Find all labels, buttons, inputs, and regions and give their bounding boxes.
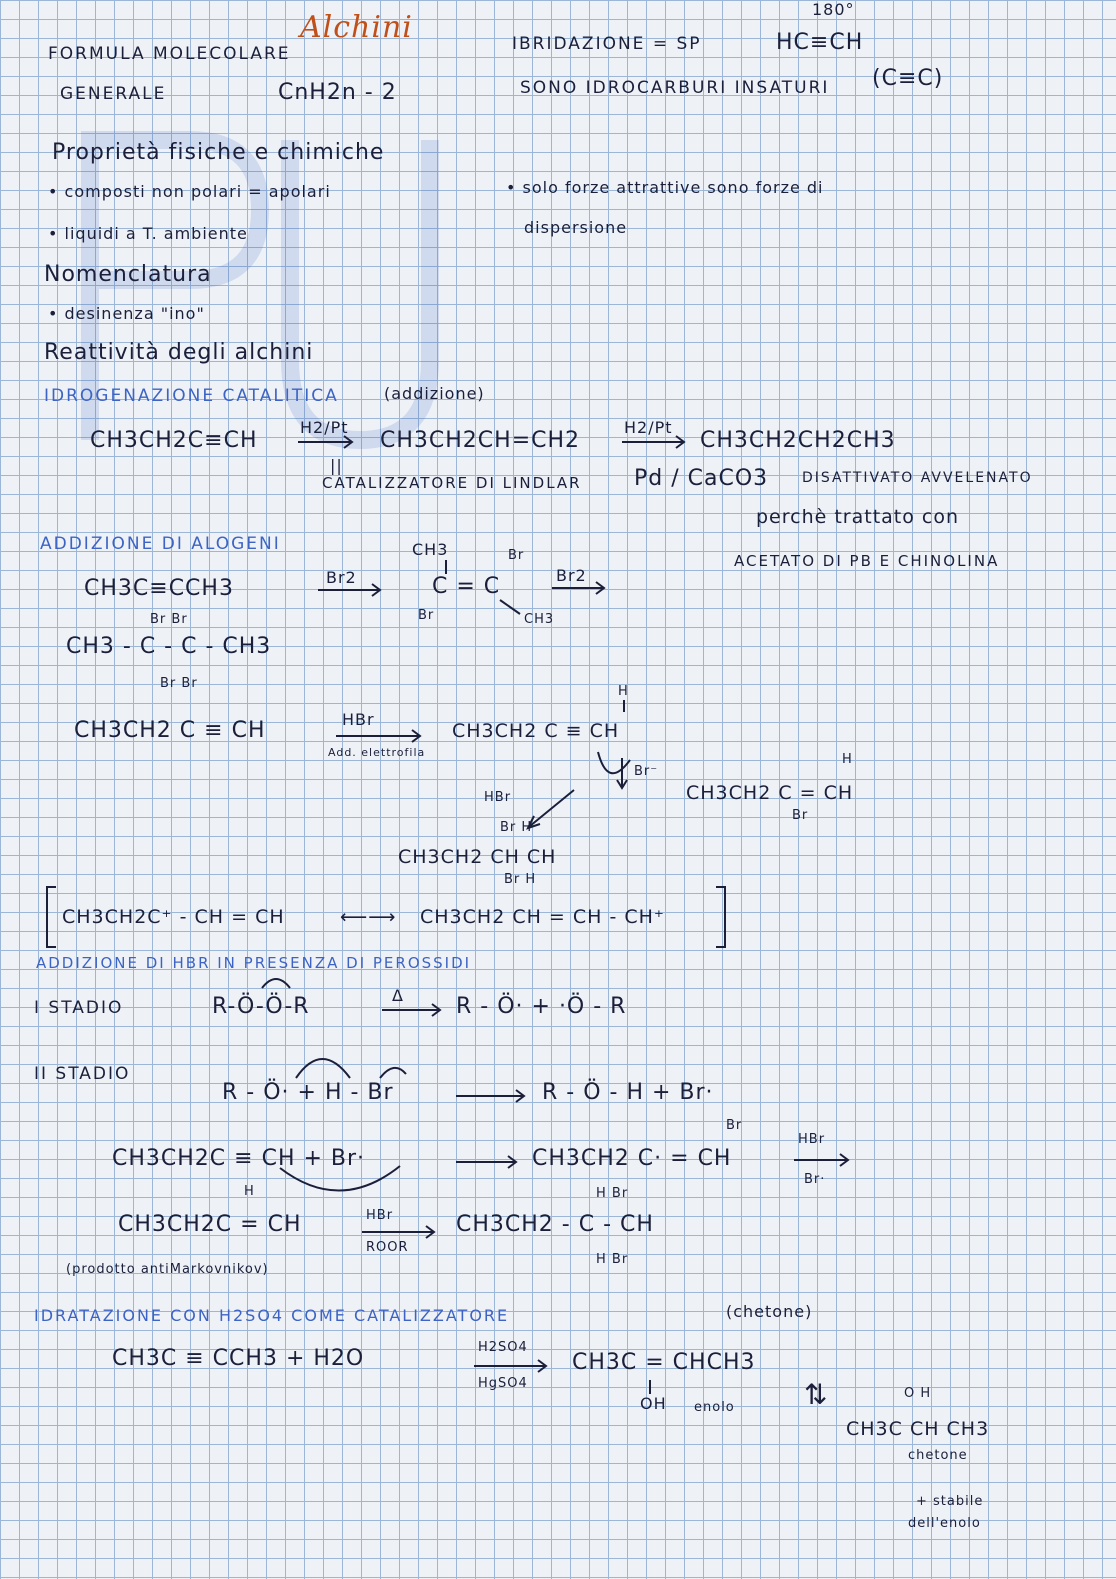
halogen-product-top: Br Br [150,612,188,627]
halogen-ch3-bottom: CH3 [524,612,555,627]
hydration-note: (chetone) [726,1302,813,1321]
hydrogenation-arrow-1-label: H2/Pt [300,418,349,437]
catalyst-formula: Pd / CaCO3 [634,466,769,491]
hbr-arrow-label: HBr [342,710,375,729]
hydrogenation-arrow-2-label: H2/Pt [624,418,673,437]
hydrogenation-reactant: CH3CH2C≡CH [90,428,258,453]
formula-label-1: FORMULA MOLECOLARE [48,44,291,64]
equals-mark: || [330,456,343,475]
reactivity-heading: Reattività degli alchini [44,340,314,365]
acetylene-formula: HC≡CH [776,30,864,55]
halogen-alkene: C = C [432,574,501,599]
stage-3-reactant: CH3CH2C ≡ CH + Br· [112,1146,366,1171]
arrow-stage-1 [382,1004,440,1016]
arrow-stage-2 [456,1090,524,1102]
arrow-hbr [336,730,420,742]
catalyst-desc-3: ACETATO DI PB E CHINOLINA [734,552,1000,570]
ketone-label: chetone [908,1448,968,1463]
arrow-to-inter3 [528,790,574,828]
page-title: Alchini [300,10,413,45]
halogen-ch3-top: CH3 [412,540,449,559]
hbr-h-top: H [618,684,629,699]
halogen-br-left: Br [418,608,435,623]
resonance-right: CH3CH2 CH = CH - CH⁺ [420,906,665,928]
hydrogenation-note: (addizione) [384,384,485,403]
stage-3-product: CH3CH2 C· = CH [532,1146,732,1171]
bond-alkene-ch3 [500,600,520,614]
catalyst-desc-1: DISATTIVATO AVVELENATO [802,470,1033,486]
properties-bullet-1: • composti non polari = apolari [48,182,331,201]
hbr-second: HBr [484,790,512,805]
arrow-halogen-2 [552,582,604,594]
stage-1-label: I STADIO [34,998,124,1018]
catalyst-desc-2: perchè trattato con [756,506,960,528]
nomenclature-bullet: • desinenza "ino" [48,304,205,323]
stage-2-label: II STADIO [34,1064,131,1084]
arrow-stage-3 [456,1156,516,1168]
hbr-product-top: Br H [500,820,533,835]
peroxide-heading: ADDIZIONE DI HBR IN PRESENZA DI PEROSSIDI [36,954,472,972]
stability-note-2: dell'enolo [908,1516,981,1531]
arrow-halogen-1 [318,584,380,596]
stage-3-br: Br [726,1118,743,1133]
stage-4-product: CH3CH2 - C - CH [456,1212,654,1237]
hbr-product: CH3CH2 CH CH [398,846,557,868]
enol-oh: OH [640,1394,667,1413]
arrow-curly-stage-3 [280,1166,400,1191]
properties-bullet-2-cont: dispersione [524,218,628,237]
stability-note-1: + stabile [916,1494,984,1509]
halogen-product: CH3 - C - C - CH3 [66,634,272,659]
antimarkovnikov-note: (prodotto antiMarkovnikov) [66,1262,269,1277]
hydrogenation-heading: IDROGENAZIONE CATALITICA [44,386,339,406]
halogen-product-bottom: Br Br [160,676,198,691]
bond-angle: 180° [812,0,855,19]
stage-4-arrow-label-bottom: ROOR [366,1240,409,1255]
lindlar-catalyst: CATALIZZATORE DI LINDLAR [322,474,582,492]
halogen-arrow-2-label: Br2 [556,566,587,585]
properties-bullet-2: • solo forze attrattive sono forze di [506,178,824,197]
resonance-left: CH3CH2C⁺ - CH = CH [62,906,285,928]
hbr-intermediate-2: CH3CH2 C = CH [686,782,854,804]
hydrogenation-product-1: CH3CH2CH=CH2 [380,428,581,453]
arrow-curly-stage-1 [262,979,290,988]
properties-heading: Proprietà fisiche e chimiche [52,140,385,165]
hydration-heading: IDRATAZIONE CON H2SO4 COME CATALIZZATORE [34,1306,510,1325]
hydrogenation-product-2: CH3CH2CH2CH3 [700,428,896,453]
arrow-hydration [474,1360,546,1372]
halogen-reactant: CH3C≡CCH3 [84,576,234,601]
stage-1-arrow-label: Δ [392,986,404,1005]
stage-4-arrow-label: HBr [366,1208,394,1223]
hbr-intermediate-2-br: Br [792,808,809,823]
tautomer-arrow: ⇅ [804,1378,829,1411]
hydration-enol: CH3C = CHCH3 [572,1350,756,1375]
hbr-reactant: CH3CH2 C ≡ CH [74,718,266,743]
hybridization: IBRIDAZIONE = SP [512,34,702,54]
halogen-arrow-1-label: Br2 [326,568,357,587]
stage-2-reactant: R - Ö· + H - Br [222,1080,394,1105]
stage-1-reactant: R-Ö-Ö-R [212,994,310,1019]
ketone-top: O H [904,1386,932,1401]
general-formula: CnH2n - 2 [278,80,397,105]
hbr-arrow-note: Add. elettrofila [328,746,426,759]
unsaturated-note: SONO IDROCARBURI INSATURI [520,78,830,98]
arrow-curly-stage-2b [380,1068,406,1078]
stage-4-h: H [244,1184,255,1199]
hydration-reactant: CH3C ≡ CCH3 + H2O [112,1346,365,1371]
resonance-arrow: ⟵⟶ [340,906,397,928]
stage-3-arrow-label-bottom: Br· [804,1172,826,1187]
arrow-curly-hbr [598,752,630,773]
stage-2-product: R - Ö - H + Br· [542,1080,714,1105]
nomenclature-heading: Nomenclatura [44,262,212,287]
stage-1-product: R - Ö· + ·Ö - R [456,994,627,1019]
triple-bond-note: (C≡C) [872,66,944,91]
bromide-ion: Br⁻ [634,764,659,779]
arrow-br-down [617,758,627,788]
ketone-formula: CH3C CH CH3 [846,1418,990,1440]
stage-3-arrow-label: HBr [798,1132,826,1147]
hydration-arrow-label: H2SO4 [478,1340,528,1355]
stage-4-reactant: CH3CH2C = CH [118,1212,302,1237]
enol-label: enolo [694,1400,735,1415]
halogen-heading: ADDIZIONE DI ALOGENI [40,534,281,554]
halogen-br-top: Br [508,548,525,563]
arrow-hydrogenation-2 [622,436,684,448]
stage-4-product-top: H Br [596,1186,629,1201]
arrow-stage-3-right [794,1154,848,1166]
hydration-arrow-label-bottom: HgSO4 [478,1376,528,1391]
hbr-product-bottom: Br H [504,872,537,887]
properties-bullet-3: • liquidi a T. ambiente [48,224,248,243]
arrow-hydrogenation-1 [298,436,352,448]
stage-4-product-bottom: H Br [596,1252,629,1267]
hbr-intermediate-1: CH3CH2 C ≡ CH [452,720,620,742]
arrow-stage-4 [362,1226,434,1238]
arrow-curly-stage-2 [296,1059,350,1078]
hbr-right-h: H [842,752,853,767]
formula-label-2: GENERALE [60,84,167,104]
